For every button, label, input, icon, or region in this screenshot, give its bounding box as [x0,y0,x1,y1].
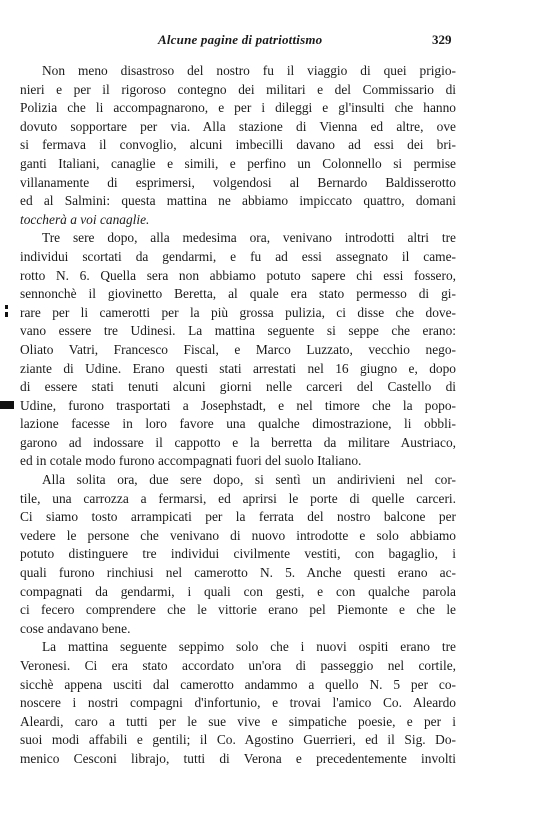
text-line: tile, una carrozza a fermarsi, ed aprirsi le porte di quelle carceri. [20,490,456,506]
page-number: 329 [432,32,452,47]
text-line: Non meno disastroso del nostro fu il viaggio di quei prigio- [42,63,456,78]
text-line: Alla solita ora, due sere dopo, si sentì un andirivieni nel cor- [42,472,456,488]
text-line: individui scortati da gendarmi, e fu ad essi assegnato il came- [20,248,456,264]
text-line: garono ad indossare il cappotto e la berretta da militare Austriaco, [20,434,456,450]
text-line: Polizia che li accompagnarono, e per i dileggi e gl'insulti che hanno [20,100,456,116]
page-header [0,32,550,52]
margin-mark-dots [5,305,8,317]
running-title: Alcune pagine di patriottismo [158,32,323,47]
text-line: Oliato Vatri, Francesco Fiscal, e Marco Luzzato, vecchio nego- [20,341,456,357]
text-line: sennonchè il giovinetto Beretta, al quale era stato permesso di gi- [20,286,456,302]
text-line: noscere i nostri compagni d'infortunio, e trovai l'amico Co. Aleardo [20,695,456,711]
text-line: La mattina seguente seppimo solo che i nuovi ospiti erano tre [42,639,456,655]
text-line: Ci siamo tosto arrampicati per la ferrata del nostro balcone per [20,509,456,525]
text-line: Tre sere dopo, alla medesima ora, venivano introdotti altri tre [42,230,456,246]
text-line: ed in cotale modo furono accompagnati fuori del suolo Italiano. [20,453,362,469]
text-line: ed al Salmini: questa mattina ne abbiamo impiccato quattro, domani [20,193,456,209]
text-line: rotto N. 6. Quella sera non abbiamo potuto sapere chi essi fossero, [20,267,456,283]
text-line: Veronesi. Ci era stato accordato un'ora di passeggio nel cortile, [20,658,456,673]
text-line: dovuto sopportare per via. Alla stazione di Vienna ed altre, ove [20,118,456,134]
text-line: si fermava il convoglio, alcuni imbecilli davano ad essi dei bri- [20,137,456,153]
text-line: quali furono rinchiusi nel camerotto N. 5. Anche questi erano ac- [20,565,456,581]
text-line: menico Cesconi librajo, tutti di Verona e precedentemente involti [20,750,456,766]
text-line: Aleardi, caro a tutti per le sue vive e simpatiche poesie, e per i [20,713,456,729]
text-line: rare per li camerotti per la più grossa pulizia, ci disse che dove- [20,304,456,320]
text-line: cose andavano bene. [20,620,131,636]
text-line: compagnati da gendarmi, i quali con gesti, e con qualche parola [20,583,456,599]
margin-mark-bar [0,401,14,409]
text-line: vedere le persone che venivano di nuovo introdotte e solo abbiamo [20,527,456,543]
text-line: nieri e per il rigoroso contegno dei militari e del Commissario di [20,81,456,97]
text-line: toccherà a voi canaglie. [20,211,150,227]
text-line: villanamente di esprimersi, volgendosi al Bernardo Baldisserotto [20,174,456,190]
text-line: ziante di Udine. Erano questi stati arrestati nel 16 giugno e, dopo [20,360,456,376]
body-text [20,62,456,769]
text-line: suoi modi affabili e gentili; il Co. Agostino Guerrieri, ed il Sig. Do- [20,732,456,748]
text-line: vano essere tre Udinesi. La mattina seguente si seppe che erano: [20,323,456,339]
text-line: potuto distinguere tre individui civilmente vestiti, con bagaglio, i [20,546,456,562]
text-line: Udine, furono trasportati a Josephstadt, e nel timore che la popo- [20,397,456,413]
text-line: di essere stati tenuti alcuni giorni nelle carceri del Castello di [20,379,456,395]
text-line: lazione facesse in loro favore una qualche dimostrazione, li obbli- [20,416,456,432]
text-line: ci fecero comprendere che le vittorie erano pel Piemonte e che le [20,602,456,618]
text-line: ganti Italiani, canaglie e simili, e perfino un Colonnello si permise [20,155,456,171]
text-line: sicchè appena usciti dal camerotto andammo a quello N. 5 per co- [20,676,456,692]
